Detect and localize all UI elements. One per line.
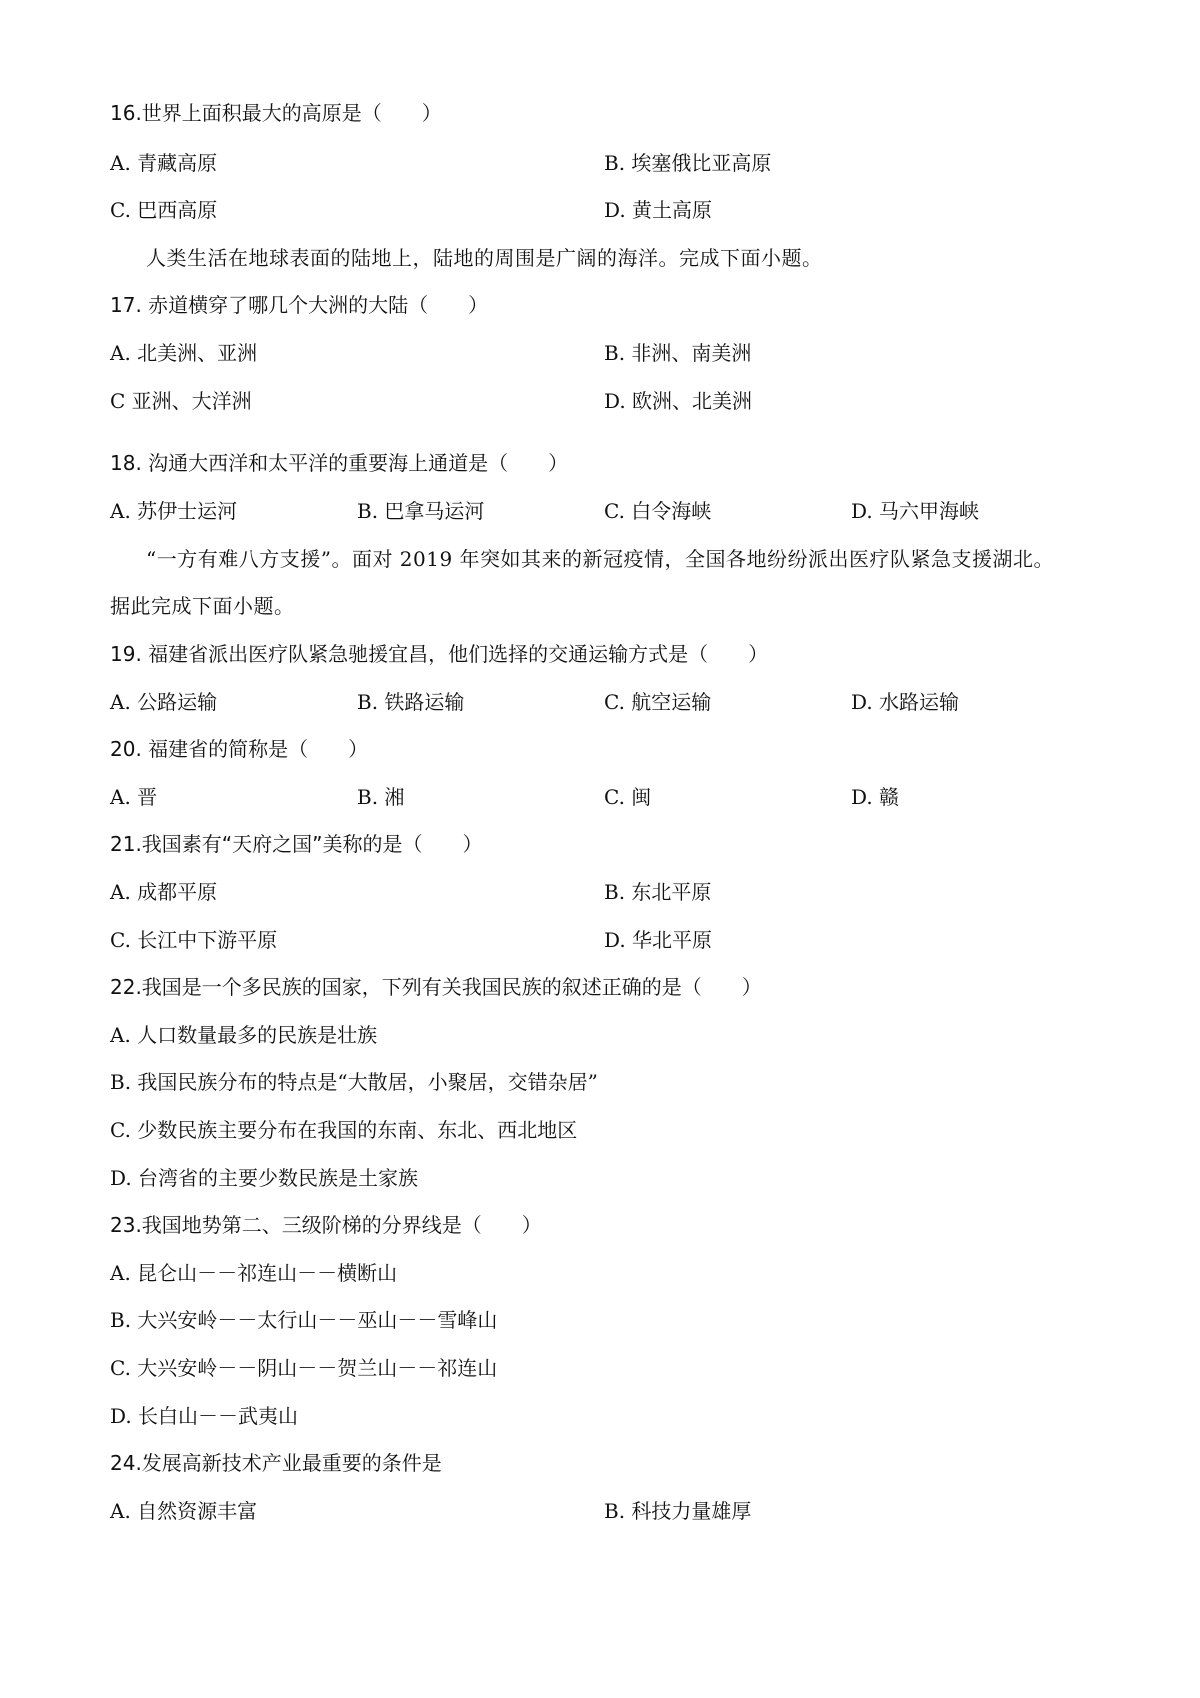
question-16-stem: 16.世界上面积最大的高原是（ ） bbox=[110, 101, 442, 125]
question-17-option-d: D. 欧洲、北美洲 bbox=[604, 389, 753, 413]
question-21-option-b: B. 东北平原 bbox=[604, 880, 712, 904]
question-23-option-d: D. 长白山－－武夷山 bbox=[110, 1404, 299, 1428]
question-18-option-a: A. 苏伊士运河 bbox=[110, 499, 238, 523]
question-17-stem: 17. 赤道横穿了哪几个大洲的大陆（ ） bbox=[110, 293, 489, 317]
question-24-option-a: A. 自然资源丰富 bbox=[110, 1499, 258, 1523]
question-17-option-a: A. 北美洲、亚洲 bbox=[110, 341, 258, 365]
question-23-stem: 23.我国地势第二、三级阶梯的分界线是（ ） bbox=[110, 1213, 542, 1237]
question-16-option-c: C. 巴西高原 bbox=[110, 198, 218, 222]
question-24-stem: 24.发展高新技术产业最重要的条件是 bbox=[110, 1451, 442, 1475]
question-20-option-d: D. 赣 bbox=[851, 785, 900, 809]
question-20-option-c: C. 闽 bbox=[604, 785, 652, 809]
question-19-stem: 19. 福建省派出医疗队紧急驰援宜昌，他们选择的交通运输方式是（ ） bbox=[110, 642, 769, 666]
question-18-option-d: D. 马六甲海峡 bbox=[851, 499, 980, 523]
question-21-option-a: A. 成都平原 bbox=[110, 880, 218, 904]
question-18-option-c: C. 白令海峡 bbox=[604, 499, 712, 523]
question-19-option-c: C. 航空运输 bbox=[604, 690, 712, 714]
question-20-stem: 20. 福建省的简称是（ ） bbox=[110, 737, 369, 761]
question-17-option-c: C 亚洲、大洋洲 bbox=[110, 389, 252, 413]
passage-intro-19-line1: “一方有难八方支援”。面对 2019 年突如其来的新冠疫情，全国各地纷纷派出医疗队紧急支援湖北。 bbox=[146, 547, 1055, 571]
question-18-stem: 18. 沟通大西洋和太平洋的重要海上通道是（ ） bbox=[110, 451, 569, 475]
question-16-option-a: A. 青藏高原 bbox=[110, 151, 218, 175]
question-22-option-a: A. 人口数量最多的民族是壮族 bbox=[110, 1023, 378, 1047]
question-16-option-b: B. 埃塞俄比亚高原 bbox=[604, 151, 772, 175]
question-22-option-b: B. 我国民族分布的特点是“大散居，小聚居，交错杂居” bbox=[110, 1070, 598, 1094]
question-20-option-b: B. 湘 bbox=[357, 785, 405, 809]
question-22-option-c: C. 少数民族主要分布在我国的东南、东北、西北地区 bbox=[110, 1118, 578, 1142]
question-21-stem: 21.我国素有“天府之国”美称的是（ ） bbox=[110, 832, 483, 856]
passage-intro-17: 人类生活在地球表面的陆地上，陆地的周围是广阔的海洋。完成下面小题。 bbox=[146, 246, 823, 270]
question-17-option-b: B. 非洲、南美洲 bbox=[604, 341, 752, 365]
question-22-option-d: D. 台湾省的主要少数民族是土家族 bbox=[110, 1166, 419, 1190]
question-19-option-b: B. 铁路运输 bbox=[357, 690, 465, 714]
question-23-option-a: A. 昆仑山－－祁连山－－横断山 bbox=[110, 1261, 398, 1285]
question-19-option-a: A. 公路运输 bbox=[110, 690, 218, 714]
question-22-stem: 22.我国是一个多民族的国家，下列有关我国民族的叙述正确的是（ ） bbox=[110, 975, 762, 999]
passage-intro-19-line2: 据此完成下面小题。 bbox=[110, 594, 295, 618]
question-23-option-b: B. 大兴安岭－－太行山－－巫山－－雪峰山 bbox=[110, 1308, 498, 1332]
question-19-option-d: D. 水路运输 bbox=[851, 690, 960, 714]
question-16-option-d: D. 黄土高原 bbox=[604, 198, 713, 222]
question-24-option-b: B. 科技力量雄厚 bbox=[604, 1499, 752, 1523]
question-21-option-c: C. 长江中下游平原 bbox=[110, 928, 278, 952]
question-23-option-c: C. 大兴安岭－－阴山－－贺兰山－－祁连山 bbox=[110, 1356, 498, 1380]
question-18-option-b: B. 巴拿马运河 bbox=[357, 499, 485, 523]
question-20-option-a: A. 晋 bbox=[110, 785, 158, 809]
question-21-option-d: D. 华北平原 bbox=[604, 928, 713, 952]
